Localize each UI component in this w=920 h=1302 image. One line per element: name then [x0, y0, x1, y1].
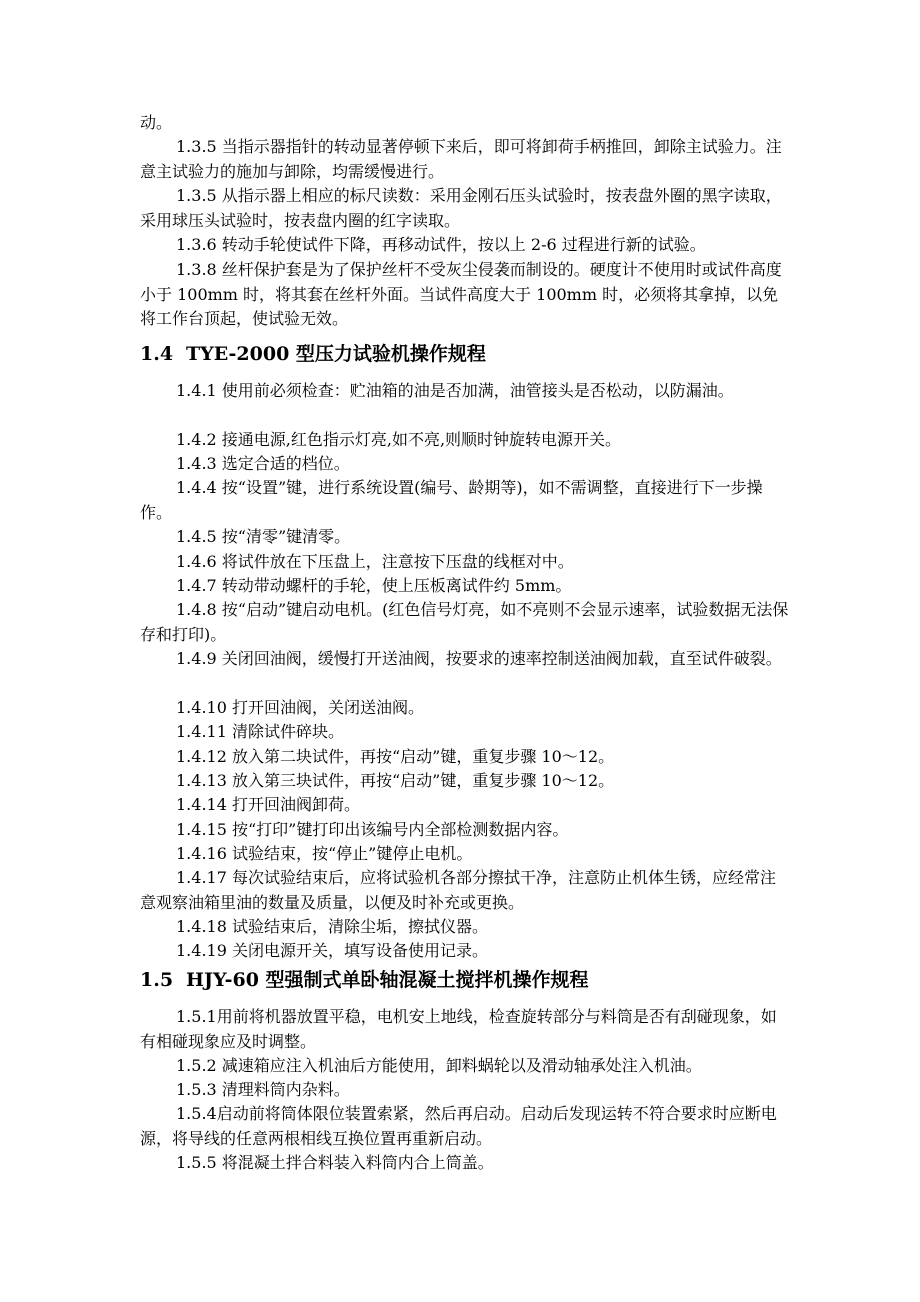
section-number: 1.4: [140, 343, 174, 365]
item-1-4-12: 1.4.12 放入第二块试件，再按“启动”键，重复步骤 10～12。: [176, 747, 615, 766]
item-1-5-5: 1.5.5 将混凝土拌合料装入料筒内合上筒盖。: [176, 1153, 494, 1172]
paragraph-1-3-6: 1.3.6 转动手轮使试件下降，再移动试件，按以上 2-6 过程进行新的试验。: [176, 235, 706, 254]
paragraph-1-3-8: 1.3.8 丝杆保护套是为了保护丝杆不受灰尘侵袭而制设的。硬度计不使用时或试件高度小于 100mm 时，将其套在丝杆外面。当试件高度大于 100mm 时，必须将其拿掉，以免将工作台顶起，使试验无效。: [140, 260, 782, 328]
section-heading-1-4: [140, 340, 790, 368]
item-1-4-6: 1.4.6 将试件放在下压盘上，注意按下压盘的线框对中。: [176, 552, 574, 571]
item-1-4-1: 1.4.1 使用前必须检查：贮油箱的油是否加满，油管接头是否松动，以防漏油。: [176, 381, 734, 400]
item-1-4-11: 1.4.11 清除试件碎块。: [176, 722, 344, 741]
item-1-4-10: 1.4.10 打开回油阀，关闭送油阀。: [176, 698, 424, 717]
item-1-4-18: 1.4.18 试验结束后，清除尘垢，擦拭仪器。: [176, 917, 488, 936]
paragraph-1-3-5a: 1.3.5 当指示器指针的转动显著停顿下来后，即可将卸荷手柄推回，卸除主试验力。注意主试验力的施加与卸除，均需缓慢进行。: [140, 137, 782, 181]
item-1-4-17: 1.4.17 每次试验结束后，应将试验机各部分擦拭干净，注意防止机体生锈，应经常注意观察油箱里油的数量及质量，以便及时补充或更换。: [140, 868, 776, 912]
item-1-4-2: 1.4.2 接通电源,红色指示灯亮,如不亮,则顺时钟旋转电源开关。: [176, 430, 622, 449]
item-1-4-7: 1.4.7 转动带动螺杆的手轮，使上压板离试件约 5mm。: [176, 576, 572, 595]
paragraph-continuation: 动。: [140, 113, 173, 132]
paragraph-1-3-5b: 1.3.5 从指示器上相应的标尺读数：采用金刚石压头试验时，按表盘外圈的黑字读取，采用球压头试验时，按表盘内圈的红字读取。: [140, 186, 782, 230]
item-1-5-2: 1.5.2 减速箱应注入机油后方能使用，卸料蜗轮以及滑动轴承处注入机油。: [176, 1056, 702, 1075]
item-1-4-16: 1.4.16 试验结束，按“停止”键停止电机。: [176, 844, 473, 863]
item-1-4-3: 1.4.3 选定合适的档位。: [176, 454, 350, 473]
item-1-4-19: 1.4.19 关闭电源开关，填写设备使用记录。: [176, 941, 488, 960]
item-1-5-3: 1.5.3 清理料筒内杂料。: [176, 1080, 350, 1099]
section-number: 1.5: [140, 969, 174, 991]
item-1-5-4: 1.5.4启动前将筒体限位装置索紧，然后再启动。启动后发现运转不符合要求时应断电源，将导线的任意两根相线互换位置再重新启动。: [140, 1104, 777, 1148]
section-title: HJY-60 型强制式单卧轴混凝土搅拌机操作规程: [186, 969, 589, 991]
section-heading-1-5: [140, 966, 790, 994]
item-1-5-1: 1.5.1用前将机器放置平稳，电机安上地线，检查旋转部分与料筒是否有刮碰现象，如有相碰现象应及时调整。: [140, 1007, 777, 1051]
item-1-4-5: 1.4.5 按“清零”键清零。: [176, 527, 351, 546]
item-1-4-14: 1.4.14 打开回油阀卸荷。: [176, 795, 360, 814]
item-1-4-9: 1.4.9 关闭回油阀，缓慢打开送油阀，按要求的速率控制送油阀加载，直至试件破裂。: [176, 649, 782, 668]
section-title: TYE-2000 型压力试验机操作规程: [186, 343, 486, 365]
item-1-4-4: 1.4.4 按“设置”键，进行系统设置(编号、龄期等)，如不需调整，直接进行下一步操作。: [140, 478, 763, 522]
item-1-4-13: 1.4.13 放入第三块试件，再按“启动”键，重复步骤 10～12。: [176, 771, 615, 790]
item-1-4-8: 1.4.8 按“启动”键启动电机。(红色信号灯亮，如不亮则不会显示速率，试验数据无法保存和打印)。: [140, 600, 789, 644]
item-1-4-15: 1.4.15 按“打印”键打印出该编号内全部检测数据内容。: [176, 820, 569, 839]
